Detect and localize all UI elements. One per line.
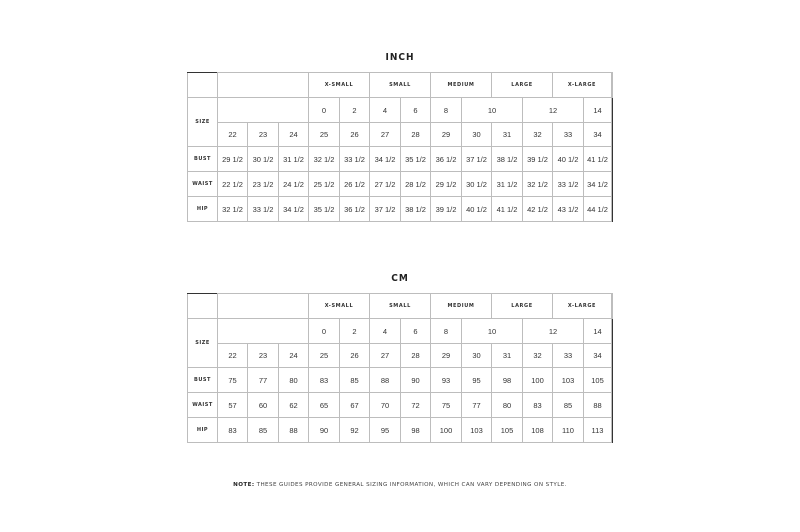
measurement-value-cell: 88	[584, 393, 612, 418]
note-text: THESE GUIDES PROVIDE GENERAL SIZING INFORMATION, WHICH CAN VARY DEPENDING ON STYLE.	[254, 482, 567, 488]
numeric-size-cell: 26	[340, 123, 370, 147]
measurement-value-cell: 23 1/2	[248, 172, 279, 197]
us-size-cell: 6	[401, 319, 431, 344]
sizing-note	[0, 482, 800, 488]
size-group-header: MEDIUM	[431, 73, 492, 98]
cm-table-row	[188, 344, 613, 368]
corner-cell	[188, 73, 218, 98]
measurement-value-cell: 85	[248, 418, 279, 443]
measurement-value-cell: 75	[431, 393, 462, 418]
numeric-size-cell: 31	[492, 344, 523, 368]
measurement-value-cell: 83	[309, 368, 340, 393]
cm-table	[187, 293, 613, 443]
measurement-value-cell: 42 1/2	[523, 197, 553, 222]
measurement-value-cell: 22 1/2	[218, 172, 248, 197]
measurement-label: HIP	[188, 197, 218, 222]
measurement-value-cell: 80	[279, 368, 309, 393]
measurement-value-cell: 92	[340, 418, 370, 443]
numeric-size-cell: 34	[584, 123, 612, 147]
measurement-value-cell: 60	[248, 393, 279, 418]
measurement-value-cell: 33 1/2	[248, 197, 279, 222]
cm-table-row	[188, 319, 613, 344]
measurement-value-cell: 32 1/2	[309, 147, 340, 172]
numeric-size-cell: 29	[431, 123, 462, 147]
cm-table-row	[188, 294, 613, 319]
measurement-value-cell: 31 1/2	[492, 172, 523, 197]
numeric-size-cell: 26	[340, 344, 370, 368]
inch-table	[187, 72, 613, 222]
numeric-size-cell: 30	[462, 123, 492, 147]
measurement-value-cell: 105	[492, 418, 523, 443]
measurement-value-cell: 67	[340, 393, 370, 418]
measurement-value-cell: 35 1/2	[309, 197, 340, 222]
us-size-cell: 2	[340, 98, 370, 123]
numeric-size-cell: 23	[248, 344, 279, 368]
cm-table-row	[188, 418, 613, 443]
numeric-size-cell: 27	[370, 344, 401, 368]
us-size-cell: 2	[340, 319, 370, 344]
measurement-value-cell: 37 1/2	[462, 147, 492, 172]
measurement-value-cell: 65	[309, 393, 340, 418]
us-size-cell: 4	[370, 319, 401, 344]
measurement-value-cell: 30 1/2	[462, 172, 492, 197]
blank-header-cell	[218, 73, 309, 98]
numeric-size-cell: 22	[218, 344, 248, 368]
numeric-size-cell: 25	[309, 123, 340, 147]
numeric-size-cell: 29	[431, 344, 462, 368]
size-label: SIZE	[188, 98, 218, 147]
note-prefix: NOTE:	[233, 482, 255, 488]
measurement-value-cell: 103	[462, 418, 492, 443]
numeric-size-cell: 30	[462, 344, 492, 368]
measurement-value-cell: 80	[492, 393, 523, 418]
measurement-value-cell: 108	[523, 418, 553, 443]
measurement-value-cell: 34 1/2	[370, 147, 401, 172]
measurement-value-cell: 83	[523, 393, 553, 418]
blank-header-cell	[612, 294, 613, 319]
size-group-header: LARGE	[492, 294, 553, 319]
measurement-value-cell: 88	[370, 368, 401, 393]
numeric-size-cell: 33	[553, 344, 584, 368]
measurement-value-cell: 36 1/2	[340, 197, 370, 222]
blank-header-cell	[218, 98, 309, 123]
measurement-value-cell: 40 1/2	[462, 197, 492, 222]
numeric-size-cell: 25	[309, 344, 340, 368]
measurement-value-cell: 62	[279, 393, 309, 418]
measurement-value-cell: 41 1/2	[492, 197, 523, 222]
cm-table-row	[188, 368, 613, 393]
size-group-header: X-LARGE	[553, 73, 612, 98]
numeric-size-cell: 31	[492, 123, 523, 147]
numeric-size-cell: 23	[248, 123, 279, 147]
us-size-cell: 8	[431, 98, 462, 123]
measurement-value-cell: 113	[584, 418, 612, 443]
numeric-size-cell: 32	[523, 123, 553, 147]
numeric-size-cell: 22	[218, 123, 248, 147]
measurement-value-cell: 35 1/2	[401, 147, 431, 172]
measurement-value-cell: 39 1/2	[431, 197, 462, 222]
measurement-value-cell: 105	[584, 368, 612, 393]
inch-table-row	[188, 123, 613, 147]
size-group-header: X-SMALL	[309, 294, 370, 319]
measurement-value-cell: 95	[462, 368, 492, 393]
cm-title: CM	[391, 273, 409, 284]
measurement-value-cell: 57	[218, 393, 248, 418]
numeric-size-cell: 33	[553, 123, 584, 147]
measurement-value-cell: 29 1/2	[218, 147, 248, 172]
size-group-header: X-LARGE	[553, 294, 612, 319]
measurement-label: BUST	[188, 147, 218, 172]
measurement-value-cell: 34 1/2	[279, 197, 309, 222]
measurement-value-cell: 26 1/2	[340, 172, 370, 197]
measurement-value-cell: 25 1/2	[309, 172, 340, 197]
measurement-value-cell: 44 1/2	[584, 197, 612, 222]
measurement-value-cell: 40 1/2	[553, 147, 584, 172]
numeric-size-cell: 24	[279, 123, 309, 147]
us-size-cell: 12	[523, 319, 584, 344]
measurement-value-cell: 27 1/2	[370, 172, 401, 197]
measurement-value-cell: 29 1/2	[431, 172, 462, 197]
measurement-value-cell: 85	[553, 393, 584, 418]
numeric-size-cell: 28	[401, 123, 431, 147]
inch-table-row	[188, 147, 613, 172]
blank-header-cell	[218, 319, 309, 344]
size-label: SIZE	[188, 319, 218, 368]
measurement-label: HIP	[188, 418, 218, 443]
us-size-cell: 0	[309, 98, 340, 123]
measurement-value-cell: 110	[553, 418, 584, 443]
us-size-cell: 10	[462, 98, 523, 123]
measurement-value-cell: 83	[218, 418, 248, 443]
cm-table-row	[188, 393, 613, 418]
measurement-value-cell: 30 1/2	[248, 147, 279, 172]
measurement-label: WAIST	[188, 172, 218, 197]
size-group-header: SMALL	[370, 73, 431, 98]
size-group-header: SMALL	[370, 294, 431, 319]
inch-table-row	[188, 98, 613, 123]
measurement-value-cell: 70	[370, 393, 401, 418]
numeric-size-cell: 34	[584, 344, 612, 368]
measurement-value-cell: 33 1/2	[553, 172, 584, 197]
blank-header-cell	[612, 73, 613, 98]
measurement-value-cell: 98	[492, 368, 523, 393]
numeric-size-cell: 32	[523, 344, 553, 368]
us-size-cell: 6	[401, 98, 431, 123]
size-group-header: LARGE	[492, 73, 553, 98]
measurement-value-cell: 98	[401, 418, 431, 443]
measurement-value-cell: 36 1/2	[431, 147, 462, 172]
measurement-value-cell: 28 1/2	[401, 172, 431, 197]
measurement-value-cell: 72	[401, 393, 431, 418]
measurement-value-cell: 33 1/2	[340, 147, 370, 172]
numeric-size-cell: 28	[401, 344, 431, 368]
measurement-value-cell: 75	[218, 368, 248, 393]
measurement-value-cell: 100	[431, 418, 462, 443]
measurement-value-cell: 31 1/2	[279, 147, 309, 172]
measurement-value-cell: 85	[340, 368, 370, 393]
measurement-value-cell: 24 1/2	[279, 172, 309, 197]
measurement-value-cell: 37 1/2	[370, 197, 401, 222]
measurement-value-cell: 39 1/2	[523, 147, 553, 172]
us-size-cell: 10	[462, 319, 523, 344]
inch-table-row	[188, 73, 613, 98]
measurement-value-cell: 43 1/2	[553, 197, 584, 222]
measurement-label: WAIST	[188, 393, 218, 418]
measurement-value-cell: 38 1/2	[401, 197, 431, 222]
measurement-value-cell: 32 1/2	[523, 172, 553, 197]
us-size-cell: 4	[370, 98, 401, 123]
measurement-value-cell: 77	[462, 393, 492, 418]
numeric-size-cell: 24	[279, 344, 309, 368]
measurement-label: BUST	[188, 368, 218, 393]
size-group-header: MEDIUM	[431, 294, 492, 319]
measurement-value-cell: 41 1/2	[584, 147, 612, 172]
us-size-cell: 14	[584, 319, 612, 344]
us-size-cell: 14	[584, 98, 612, 123]
us-size-cell: 8	[431, 319, 462, 344]
inch-table-row	[188, 197, 613, 222]
measurement-value-cell: 32 1/2	[218, 197, 248, 222]
measurement-value-cell: 103	[553, 368, 584, 393]
measurement-value-cell: 100	[523, 368, 553, 393]
corner-cell	[188, 294, 218, 319]
size-group-header: X-SMALL	[309, 73, 370, 98]
measurement-value-cell: 34 1/2	[584, 172, 612, 197]
inch-title: INCH	[385, 52, 415, 63]
blank-header-cell	[218, 294, 309, 319]
numeric-size-cell: 27	[370, 123, 401, 147]
us-size-cell: 0	[309, 319, 340, 344]
measurement-value-cell: 38 1/2	[492, 147, 523, 172]
measurement-value-cell: 90	[401, 368, 431, 393]
us-size-cell: 12	[523, 98, 584, 123]
measurement-value-cell: 88	[279, 418, 309, 443]
measurement-value-cell: 90	[309, 418, 340, 443]
inch-table-row	[188, 172, 613, 197]
measurement-value-cell: 93	[431, 368, 462, 393]
measurement-value-cell: 77	[248, 368, 279, 393]
measurement-value-cell: 95	[370, 418, 401, 443]
